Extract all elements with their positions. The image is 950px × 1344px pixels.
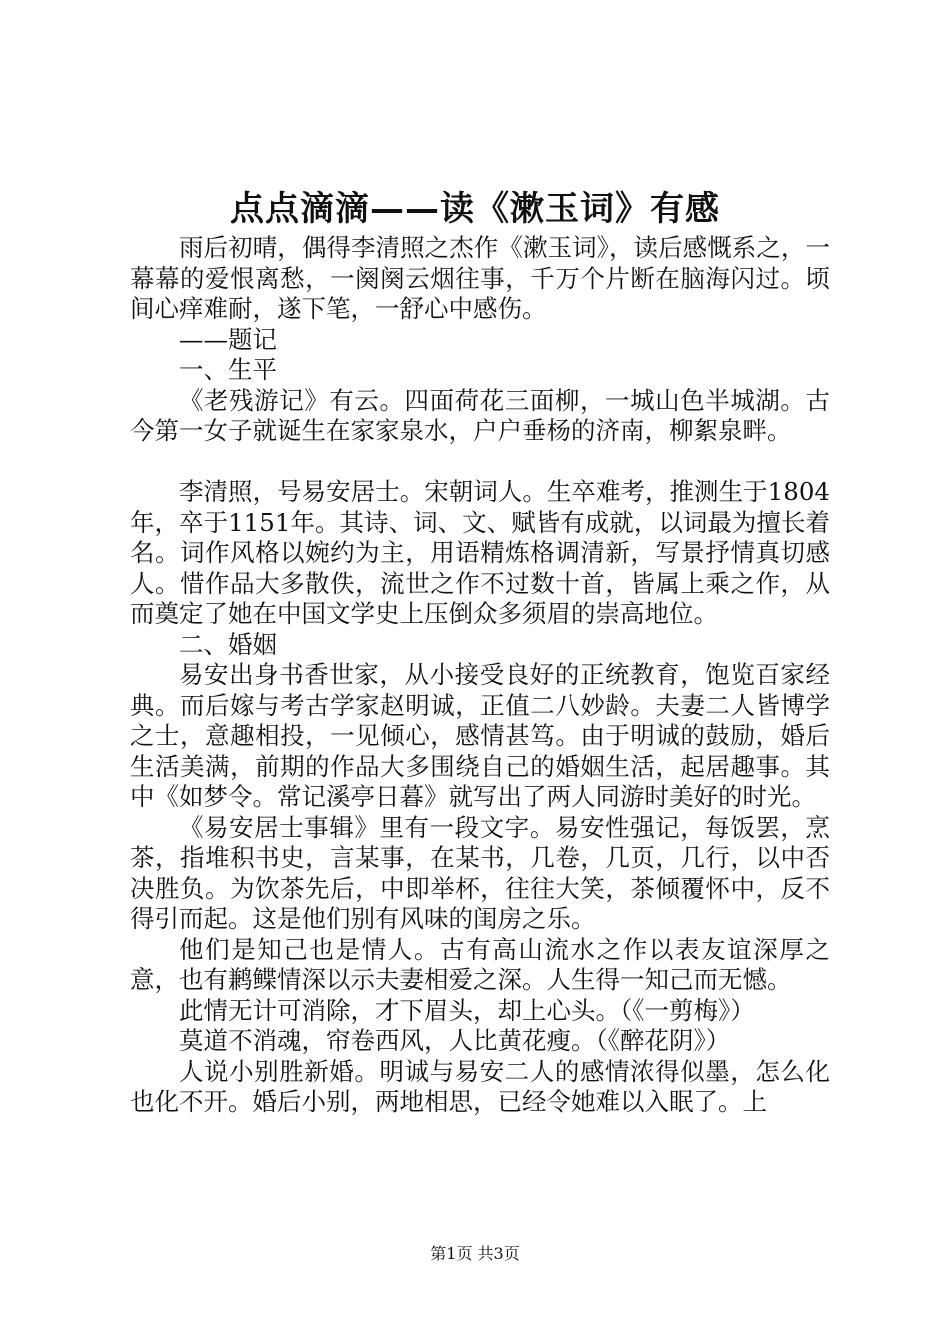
paragraph-marriage: 易安出身书香世家，从小接受良好的正统教育，饱览百家经典。而后嫁与考古学家赵明诚，正值二八妙龄。夫妻二人皆博学之士，意趣相投，一见倾心，感情甚笃。由于明诚的鼓励，婚后生活美满，前期的作品大多围绕自己的婚姻生活，起居趣事。其中《如梦令。常记溪亭日暮》就写出了两人同游时美好的时光。 xyxy=(130,660,830,811)
paragraph-separation: 人说小别胜新婚。明诚与易安二人的感情浓得似墨，怎么化也化不开。婚后小别，两地相思，已经令她难以入眠了。上 xyxy=(130,1056,830,1116)
document-title: 点点滴滴——读《漱玉词》有感 xyxy=(230,189,720,229)
quote-zuihuayin: 莫道不消魂，帘卷西风，人比黄花瘦。（《醉花阴》） xyxy=(179,1026,731,1055)
paragraph-preface: 雨后初晴，偶得李清照之杰作《漱玉词》，读后感慨系之，一幕幕的爱恨离愁，一阕阕云烟往事，千万个片断在脑海闪过。顷间心痒难耐，遂下笔，一舒心中感伤。 xyxy=(130,233,830,323)
page-footer: 第1页 共3页 xyxy=(430,1244,520,1263)
paragraph-epigraph-signature: ——题记 xyxy=(179,324,277,354)
document-body xyxy=(130,233,830,1118)
paragraph-birthplace: 《老残游记》有云。四面荷花三面柳，一城山色半城湖。古今第一女子就诞生在家家泉水，户户垂杨的济南，柳絮泉畔。 xyxy=(130,385,830,445)
quote-yijianmei: 此情无计可消除，才下眉头，却上心头。（《一剪梅》） xyxy=(179,995,755,1025)
section-heading-marriage: 二、婚姻 xyxy=(179,629,277,659)
paragraph-biography: 李清照，号易安居士。宋朝词人。生卒难考，推测生于1804年，卒于1151年。其诗、词、文、赋皆有成就，以词最为擅长着名。词作风格以婉约为主，用语精炼格调清新，写景抒情真切感人。惜作品大多散佚，流世之作不过数十首，皆属上乘之作，从而奠定了她在中国文学史上压倒众多须眉的崇高地位。 xyxy=(130,477,830,628)
blank-line xyxy=(130,447,830,478)
paragraph-soulmates: 他们是知己也是情人。古有高山流水之作以表友谊深厚之意，也有鹣鲽情深以示夫妻相爱之深。人生得一知己而无憾。 xyxy=(130,934,830,994)
paragraph-anecdote: 《易安居士事辑》里有一段文字。易安性强记，每饭罢，烹茶，指堆积书史，言某事，在某书，几卷，几页，几行，以中否决胜负。为饮茶先后，中即举杯，往往大笑，茶倾覆怀中，反不得引而起。这是他们别有风味的闺房之乐。 xyxy=(130,812,830,933)
section-heading-life: 一、生平 xyxy=(179,355,277,384)
